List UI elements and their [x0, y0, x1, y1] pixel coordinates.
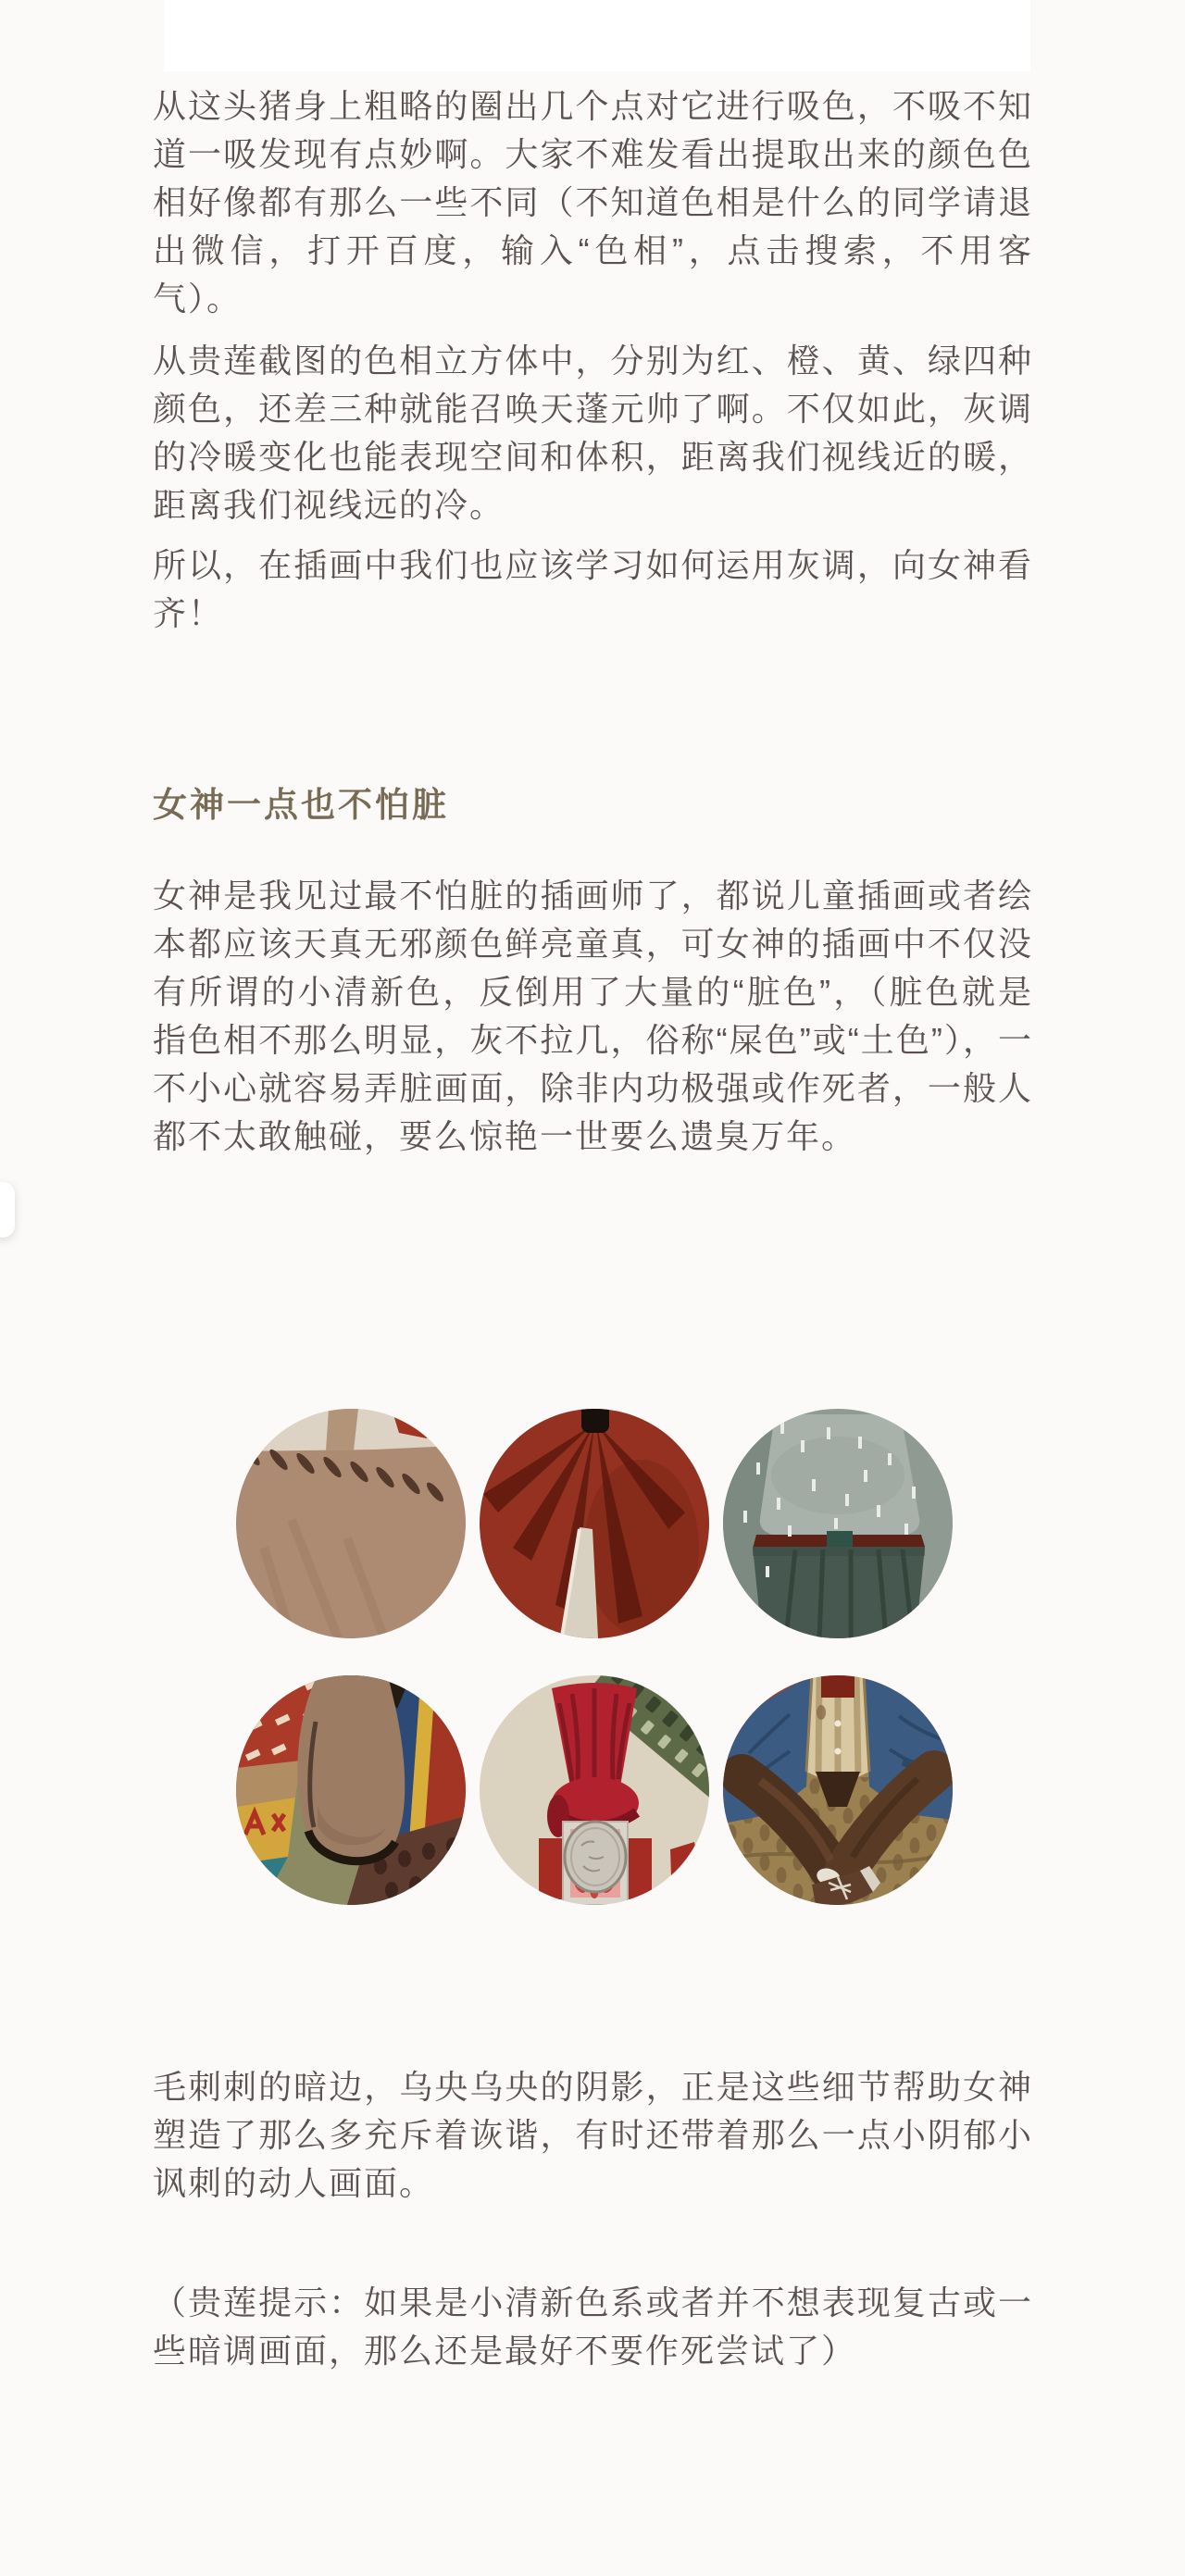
illustration-crop-red-drapery[interactable] [480, 1409, 709, 1638]
paragraph-dirty-colors: 女神是我见过最不怕脏的插画师了，都说儿童插画或者绘本都应该天真无邪颜色鲜亮童真，可女神的插画中不仅没有所谓的小清新色，反倒用了大量的“脏色”，（脏色就是指色相不那么明显，灰不拉几，俗称“屎色”或“土色”），一不小心就容易弄脏画面，除非内功极强或作死者，一般人都不太敢触碰，要么惊艳一世要么遗臭万年。 [153, 877, 1033, 1155]
paragraph-details: 毛刺刺的暗边，乌央乌央的阴影，正是这些细节帮助女神塑造了那么多充斥着诙谐，有时还带着那么一点小阴郁小讽刺的动人画面。 [153, 2068, 1033, 2202]
illustration-crop-grey-coat[interactable] [723, 1409, 953, 1638]
floating-side-handle[interactable] [0, 1182, 15, 1238]
illustration-crop-crossed-legs[interactable] [723, 1675, 953, 1905]
paragraph-hue-cube: 从贵莲截图的色相立方体中，分别为红、橙、黄、绿四种颜色，还差三种就能召唤天蓬元帅了啊。不仅如此，灰调的冷暖变化也能表现空间和体积，距离我们视线近的暖，距离我们视线远的冷。 [153, 342, 1033, 524]
illustration-grid [236, 1409, 953, 1905]
illustration-crop-brush-coin[interactable] [480, 1675, 709, 1905]
paragraph-tip: （贵莲提示：如果是小清新色系或者并不想表现复古或一些暗调画面，那么还是最好不要作死尝试了） [153, 2284, 1033, 2370]
paragraph-conclusion: 所以，在插画中我们也应该学习如何运用灰调，向女神看齐！ [153, 546, 1033, 632]
illustration-crop-tan-canvas[interactable] [236, 1409, 466, 1638]
previous-content-card-remnant [164, 0, 1030, 71]
illustration-crop-brown-muzzle[interactable] [236, 1675, 466, 1905]
section-heading: 女神一点也不怕脏 [153, 786, 449, 824]
paragraph-color-sampling: 从这头猪身上粗略的圈出几个点对它进行吸色，不吸不知道一吸发现有点妙啊。大家不难发看出提取出来的颜色色相好像都有那么一些不同（不知道色相是什么的同学请退出微信，打开百度，输入“色相”，点击搜索，不用客气）。 [153, 87, 1033, 317]
